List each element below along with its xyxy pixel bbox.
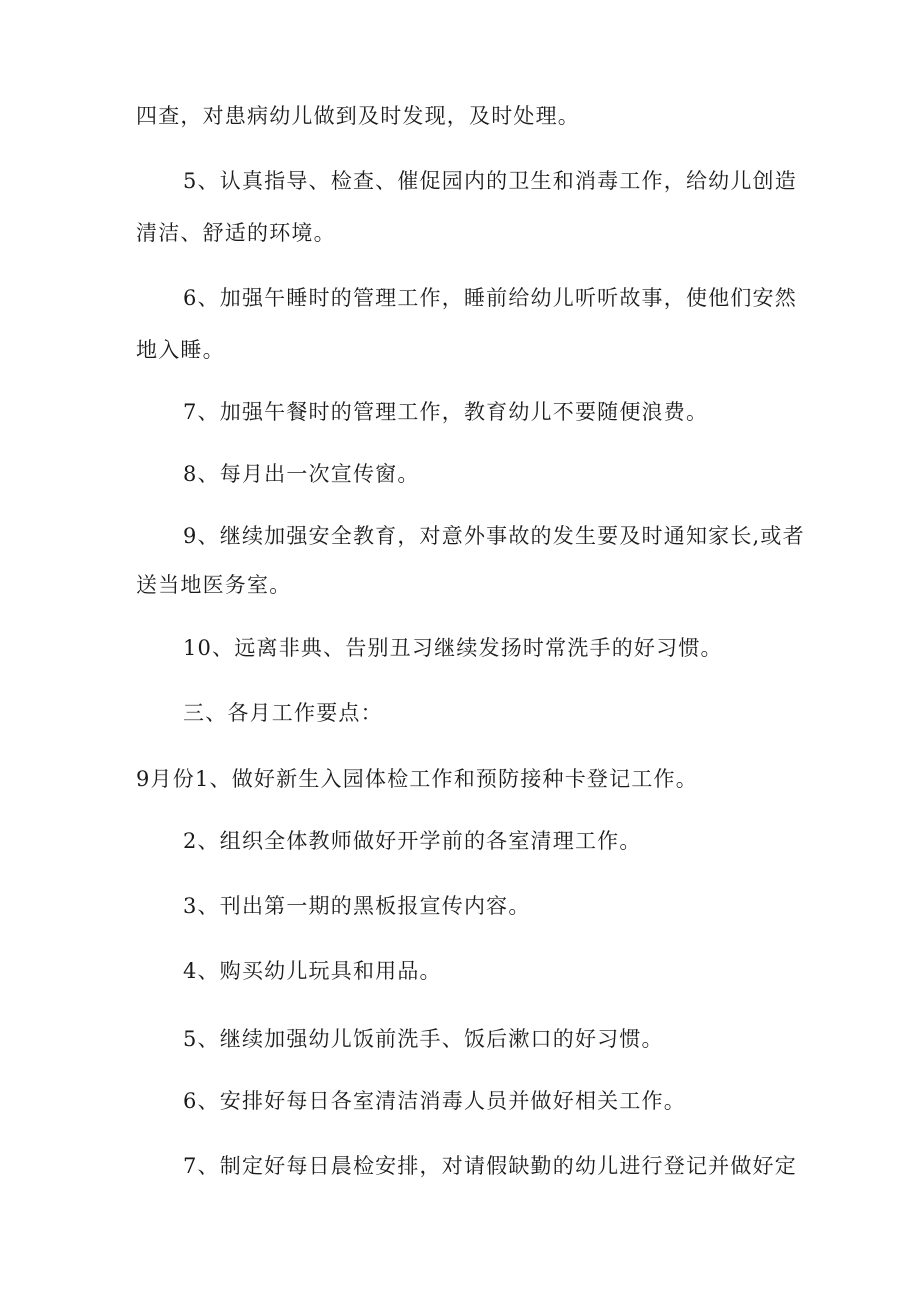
paragraph-line: 四查，对患病幼儿做到及时发现，及时处理。 xyxy=(136,104,580,128)
paragraph-line: 2、组织全体教师做好开学前的各室清理工作。 xyxy=(183,829,642,853)
section-heading: 三、各月工作要点： xyxy=(183,701,383,725)
paragraph-line: 10、远离非典、告别丑习继续发扬时常洗手的好习惯。 xyxy=(183,636,723,660)
paragraph-line: 9月份1、做好新生入园体检工作和预防接种卡登记工作。 xyxy=(136,767,698,791)
paragraph-line: 5、认真指导、检查、催促园内的卫生和消毒工作，给幼儿创造 xyxy=(183,169,797,193)
paragraph-line: 7、制定好每日晨检安排，对请假缺勤的幼儿进行登记并做好定 xyxy=(183,1154,797,1178)
paragraph-line: 7、加强午餐时的管理工作，教育幼儿不要随便浪费。 xyxy=(183,400,709,424)
paragraph-line: 3、刊出第一期的黑板报宣传内容。 xyxy=(183,894,531,918)
paragraph-line: 9、继续加强安全教育，对意外事故的发生要及时通知家长,或者 xyxy=(183,524,805,548)
paragraph-line: 送当地医务室。 xyxy=(136,573,292,597)
paragraph-line: 5、继续加强幼儿饭前洗手、饭后漱口的好习惯。 xyxy=(183,1027,664,1051)
paragraph-line: 6、安排好每日各室清洁消毒人员并做好相关工作。 xyxy=(183,1089,686,1113)
paragraph-line: 6、加强午睡时的管理工作，睡前给幼儿听听故事，使他们安然 xyxy=(183,286,797,310)
paragraph-line: 清洁、舒适的环境。 xyxy=(136,221,336,245)
paragraph-line: 地入睡。 xyxy=(136,338,225,362)
paragraph-line: 4、购买幼儿玩具和用品。 xyxy=(183,959,442,983)
paragraph-line: 8、每月出一次宣传窗。 xyxy=(183,462,420,486)
